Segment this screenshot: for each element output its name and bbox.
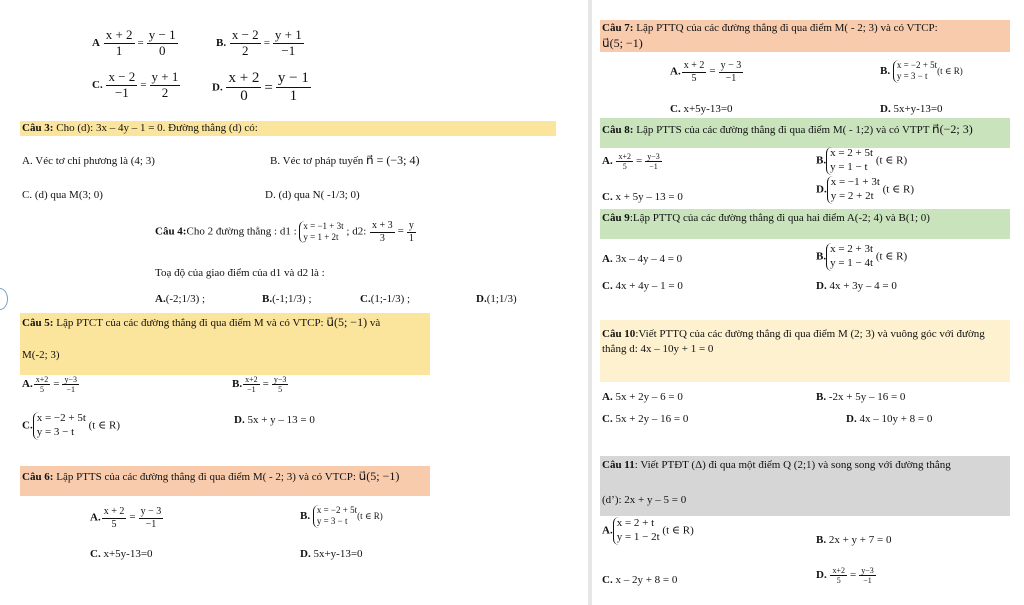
- fraction: $\frac{x + 2}{5}$: [103, 506, 125, 530]
- right-page: [592, 0, 1024, 605]
- q11-stem: Câu 11: Viết PTĐT (Δ) đi qua một điểm Q (2;1) và song song với đường thẳng: [602, 459, 951, 471]
- q3-option-c: C. (d) qua M(3; 0): [22, 189, 103, 201]
- q5-option-c: C. x = −2 + 5t y = 3 − t (t ∈ R): [22, 412, 120, 438]
- q4-option-c: C.(1;-1/3) ;: [360, 293, 411, 305]
- system: x = −1 + 3t y = 2 + 2t: [827, 176, 880, 204]
- q9-option-b: B. x = 2 + 3t y = 1 − 4t (t ∈ R): [816, 243, 908, 269]
- fraction: $\frac{y-3}{-1}$: [861, 566, 874, 586]
- system: x = 2 + t y = 1 − 2t: [613, 517, 660, 545]
- q11-option-d: D. $\frac{x+2}{5}$ = $\frac{y-3}{-1}$: [816, 566, 874, 586]
- q4-option-b: B.(-1;1/3) ;: [262, 293, 312, 305]
- q5-option-b: B. $\frac{x+2}{-1}$ = $\frac{y-3}{5}$: [232, 375, 287, 395]
- fraction: $\frac{y-3}{-1}$: [64, 375, 77, 395]
- q5-option-d: D. 5x + y – 13 = 0: [234, 414, 315, 426]
- q6-option-a: A. $\frac{x + 2}{5}$ = $\frac{y - 3}{-1}$: [90, 506, 162, 530]
- q11-option-a: A. x = 2 + t y = 1 − 2t (t ∈ R): [602, 517, 694, 543]
- fraction: $\frac{x - 2}{2}$: [231, 27, 259, 58]
- fraction: $\frac{x+2}{5}$: [35, 375, 49, 395]
- q7-option-b: B. x = −2 + 5t y = 3 − t (t ∈ R): [880, 60, 963, 82]
- q3-option-a: A. Véc tơ chỉ phương là (4; 3): [22, 155, 155, 167]
- system: x = 2 + 5t y = 1 − t: [826, 147, 873, 175]
- q3-stem: Câu 3: Cho (d): 3x – 4y – 1 = 0. Đường thẳng (d) có:: [22, 122, 258, 134]
- q7-option-c: C. x+5y-13=0: [670, 103, 733, 115]
- fraction: $\frac{y + 1}{-1}$: [274, 27, 302, 58]
- fraction: $\frac{y-3}{5}$: [273, 375, 287, 395]
- q5-option-a: A. $\frac{x+2}{5}$ = $\frac{y-3}{-1}$: [22, 375, 77, 395]
- q7-option-a: A. $\frac{x + 2}{5}$ = $\frac{y - 3}{-1}$: [670, 60, 742, 84]
- q10-option-a: A. 5x + 2y – 6 = 0: [602, 391, 683, 403]
- q3-option-b: B. Véc tơ pháp tuyến n⃗ = (−3; 4): [270, 153, 420, 167]
- fraction: $\frac{y - 1}{0}$: [148, 27, 176, 58]
- system: x = −2 + 5t y = 3 − t: [893, 60, 937, 83]
- top-option-d: D. $\frac{x + 2}{0}$ = $\frac{y - 1}{1}$: [212, 70, 309, 105]
- fraction: $\frac{x + 2}{5}$: [683, 60, 705, 84]
- q9-option-a: A. 3x – 4y – 4 = 0: [602, 253, 683, 265]
- fraction: $\frac{y + 1}{2}$: [151, 69, 179, 100]
- fraction: $\frac{x + 2}{1}$: [105, 27, 133, 58]
- system-d1: x = −1 + 3t y = 1 + 2t: [299, 221, 343, 244]
- q10-stem: Câu 10:Viết PTTQ của các đường thẳng đi qua điểm M (2; 3) và vuông góc với đường: [602, 328, 985, 340]
- q11-stem-line2: (d’): 2x + y – 5 = 0: [602, 494, 687, 506]
- q10-option-d: D. 4x – 10y + 8 = 0: [846, 413, 933, 425]
- q8-option-d: D. x = −1 + 3t y = 2 + 2t (t ∈ R): [816, 176, 914, 202]
- fraction: $\frac{y - 3}{-1}$: [720, 60, 742, 84]
- q6-option-c: C. x+5y-13=0: [90, 548, 153, 560]
- system: x = 2 + 3t y = 1 − 4t: [826, 243, 873, 271]
- q8-option-b: B. x = 2 + 5t y = 1 − t (t ∈ R): [816, 147, 908, 173]
- q8-stem: Câu 8: Lập PTTS của các đường thẳng đi qua điểm M( - 1;2) và có VTPT n⃗(−2; 3): [602, 122, 973, 136]
- q5-stem: Câu 5: Lập PTCT của các đường thẳng đi qua điểm M và có VTCP: u⃗(5; −1) và: [22, 315, 381, 329]
- q4-option-d: D.(1;1/3): [476, 293, 517, 305]
- fraction: $\frac{y - 3}{-1}$: [140, 506, 162, 530]
- q4-option-a: A.(-2;1/3) ;: [155, 293, 206, 305]
- q8-option-c: C. x + 5y – 13 = 0: [602, 191, 683, 203]
- q11-option-b: B. 2x + y + 7 = 0: [816, 534, 892, 546]
- q9-option-c: C. 4x + 4y – 1 = 0: [602, 280, 683, 292]
- q10-option-c: C. 5x + 2y – 16 = 0: [602, 413, 689, 425]
- fraction: $\frac{y}{1}$: [408, 220, 414, 244]
- fraction: $\frac{y-3}{-1}$: [647, 152, 660, 172]
- top-option-b: B. $\frac{x - 2}{2}$ = $\frac{y + 1}{-1}$: [216, 27, 302, 58]
- fraction: $\frac{y - 1}{1}$: [277, 70, 309, 105]
- q9-stem: Câu 9:Lập PTTQ của các đường thẳng đi qua hai điểm A(-2; 4) và B(1; 0): [602, 212, 930, 224]
- fraction: $\frac{x+2}{-1}$: [245, 375, 258, 395]
- q6-option-d: D. 5x+y-13=0: [300, 548, 363, 560]
- q6-option-b: B. x = −2 + 5t y = 3 − t (t ∈ R): [300, 505, 383, 527]
- q7-vector: u⃗(5; −1): [602, 36, 643, 50]
- q10-stem-line2: thẳng d: 4x – 10y + 1 = 0: [602, 343, 714, 355]
- fraction: $\frac{x + 3}{3}$: [372, 220, 393, 244]
- fraction: $\frac{x + 2}{0}$: [228, 70, 260, 105]
- q9-option-d: D. 4x + 3y – 4 = 0: [816, 280, 897, 292]
- system: x = −2 + 5t y = 3 − t: [313, 505, 357, 528]
- q10-option-b: B. -2x + 5y – 16 = 0: [816, 391, 906, 403]
- top-option-a: A $\frac{x + 2}{1}$ = $\frac{y - 1}{0}$: [92, 27, 176, 58]
- fraction: $\frac{x+2}{5}$: [618, 152, 631, 172]
- q8-option-a: A. $\frac{x+2}{5}$ = $\frac{y-3}{-1}$: [602, 152, 660, 172]
- q4-stem: Câu 4:Cho 2 đường thẳng : d1 : x = −1 + 3t y = 1 + 2t ; d2: $\frac{x + 3}{3}$ = $\frac{y}{1}$: [155, 220, 414, 244]
- q7-option-d: D. 5x+y-13=0: [880, 103, 943, 115]
- q3-option-d: D. (d) qua N( -1/3; 0): [265, 189, 360, 201]
- fraction: $\frac{x+2}{5}$: [832, 566, 845, 586]
- q11-option-c: C. x – 2y + 8 = 0: [602, 574, 678, 586]
- margin-marker: [0, 288, 8, 310]
- top-option-c: C. $\frac{x - 2}{-1}$ = $\frac{y + 1}{2}$: [92, 69, 179, 100]
- q7-stem: Câu 7: Lập PTTQ của các đường thẳng đi qua điểm M( - 2; 3) và có VTCP:: [602, 22, 938, 34]
- fraction: $\frac{x - 2}{-1}$: [108, 69, 136, 100]
- q5-stem-line2: M(-2; 3): [22, 349, 60, 361]
- q6-stem: Câu 6: Lập PTTS của các đường thẳng đi qua điểm M( - 2; 3) và có VTCP: u⃗(5; −1): [22, 469, 400, 483]
- q4-question: Toạ độ của giao điểm của d1 và d2 là :: [155, 267, 325, 279]
- system: x = −2 + 5t y = 3 − t: [33, 412, 86, 440]
